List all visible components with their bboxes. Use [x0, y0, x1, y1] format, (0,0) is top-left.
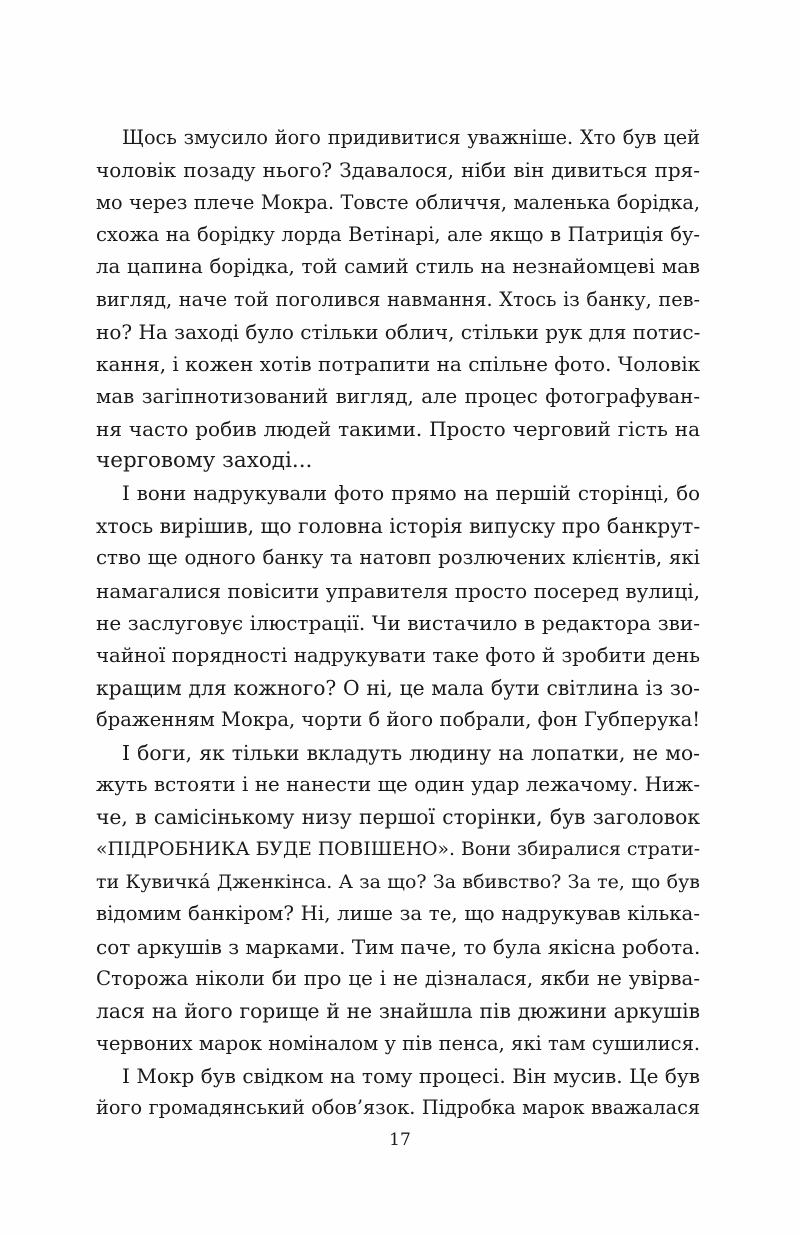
text-line: Щось змусило його придивитися уважніше. Хто був цей: [122, 126, 700, 149]
text-line: чоловік позаду нього? Здавалося, ніби він дивиться пря-: [96, 158, 700, 183]
text-line: хтось вирішив, що головна історія випуску про банкрут-: [96, 514, 701, 539]
text-line: «ПІДРОБНИКА БУДЕ ПОВІШЕНО». Вони збиралися страти-: [96, 838, 701, 860]
text-line: не заслуговує ілюстрації. Чи вистачило в редактора зви-: [96, 611, 700, 636]
text-line: мо через плече Мокра. Товсте обличчя, маленька борідка,: [96, 190, 700, 214]
text-line: лася на його горище й не знайшла пів дюжини аркушів: [96, 999, 700, 1024]
text-line: браженням Мокра, чорти б його побрали, фон Губперука!: [96, 708, 701, 732]
text-line: черговому заході...: [96, 448, 313, 474]
text-line: ство ще одного банку та натовп розлючених клієнтів, які: [96, 546, 700, 570]
text-line: чайної порядності надрукувати таке фото й зробити день: [96, 643, 700, 667]
text-line: сот аркушів з марками. Тим паче, то була якісна робота.: [96, 934, 701, 959]
text-line: но? На заході було стільки облич, стільки рук для потис-: [96, 320, 701, 345]
text-line: ла цапина борідка, той самий стиль на незнайомцеві мав: [96, 255, 700, 279]
text-line: І боги, як тільки вкладуть людину на лопатки, не мо-: [122, 740, 700, 765]
page-number: 17: [389, 1130, 411, 1150]
text-line: вигляд, наче той поголився навмання. Хтось із банку, пев-: [96, 287, 700, 311]
text-line: його громадянський обов’язок. Підробка марок вважалася: [96, 1096, 700, 1120]
text-line: ти Кувичкá Дженкінса. А за що? За вбивство? За те, що був: [96, 870, 700, 893]
text-line: Сторожа ніколи би про це і не дізналася, якби не увірва-: [96, 966, 700, 990]
text-line: намагалися повісити управителя просто посеред вулиці,: [96, 578, 700, 603]
text-line: мав загіпнотизований вигляд, але процес фотографуван-: [96, 384, 700, 408]
text-line: схожа на борідку лорда Ветінарі, але якщо в Патриція бу-: [96, 223, 700, 247]
text-line: жуть встояти і не нанести ще один удар лежачому. Ниж-: [96, 772, 700, 796]
text-line: че, в самісінькому низу першої сторінки, був заголовок: [96, 805, 700, 830]
text-line: І Мокр був свідком на тому процесі. Він мусив. Це був: [122, 1063, 700, 1088]
text-line: кращим для кожного? О ні, це мала бути світлина із зо-: [96, 675, 700, 700]
text-line: І вони надрукували фото прямо на першій сторінці, бо: [122, 481, 700, 505]
text-line: ня часто робив людей такими. Просто черговий гість на: [96, 417, 700, 442]
text-line: відомим банкіром? Ні, лише за те, що надрукував кілька-: [96, 902, 700, 926]
body-text: [96, 122, 700, 1125]
text-line: кання, і кожен хотів потрапити на спільне фото. Чоловік: [96, 352, 701, 377]
text-line: червоних марок номіналом у пів пенса, які там сушилися.: [96, 1031, 701, 1055]
